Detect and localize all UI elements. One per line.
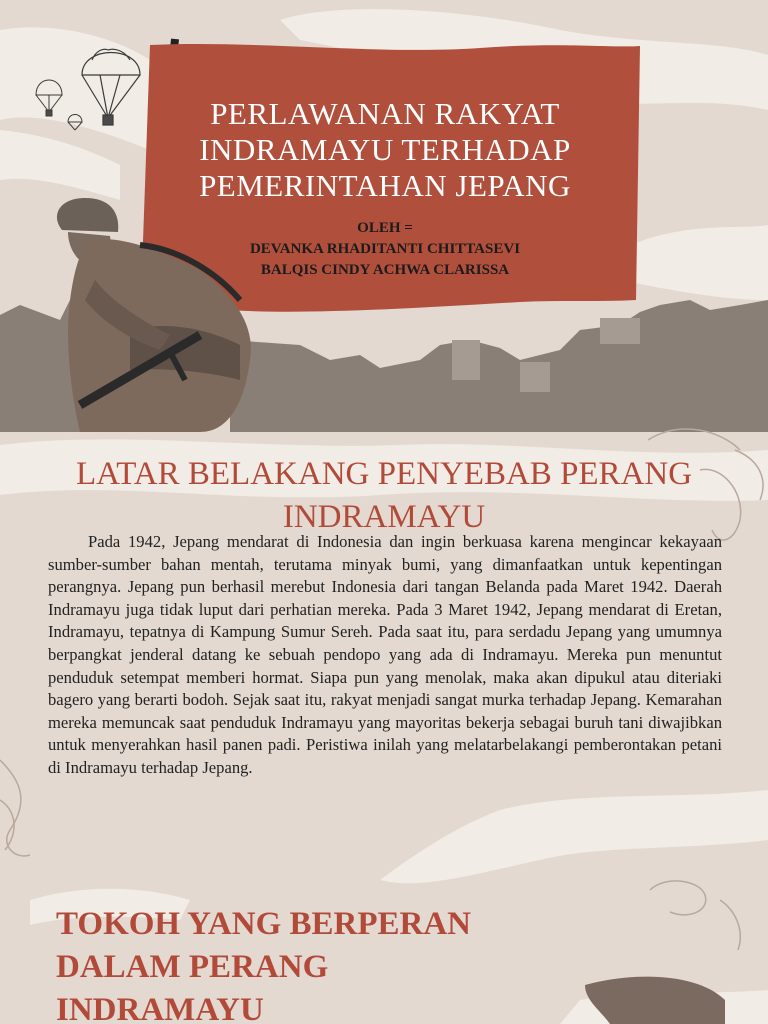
title-line: INDRAMAYU TERHADAP — [199, 132, 571, 167]
by-label: OLEH = — [357, 220, 413, 236]
heading-line: INDRAMAYU — [282, 499, 486, 535]
heading-line: LATAR BELAKANG PENYEBAB PERANG — [75, 456, 693, 492]
body-paragraph: Pada 1942, Jepang mendarat di Indonesia dan ingin berkuasa karena mengincar kekayaan sumber-sumber bahan mentah, terutama minyak bumi, yang dimanfaatkan untuk kepentingan perangnya. Jepang pun berhasil merebut Indonesia dari tangan Belanda pada Maret 1942. Daerah Indramayu juga tidak luput dari perhatian mereka. Pada 3 Maret 1942, Jepang mendarat di Eretan, Indramayu, tepatnya di Kampung Sumur Sereh. Pada saat itu, para serdadu Jepang yang umumnya berpangkat jenderal datang ke sebuah pendopo yang ada di Indramayu. Mereka pun menuntut penduduk setempat memberi hormat. Siapa pun yang menolak, maka akan dipukul atau diteriaki bagero yang berarti bodoh. Sejak saat itu, rakyat menjadi sangat murka terhadap Jepang. Kemarahan mereka memuncak saat penduduk Indramayu yang mayoritas bekerja sebagai buruh tani diwajibkan untuk menyerahkan hasil panen padi. Peristiwa inilah yang melatarbelakangi pemberontakan petani di Indramayu terhadap Jepang. — [48, 532, 722, 777]
heading-line: INDRAMAYU — [56, 992, 264, 1024]
author-name: DEVANKA RHADITANTI CHITTASEVI — [249, 241, 521, 257]
heading-line: DALAM PERANG — [56, 949, 329, 985]
boulder-decoration — [585, 977, 725, 1024]
author-block — [150, 218, 620, 281]
section-heading — [40, 453, 728, 539]
section-heading — [56, 903, 516, 1024]
document-title — [150, 96, 620, 204]
title-line: PERLAWANAN RAKYAT — [210, 96, 560, 131]
title-line: PEMERINTAHAN JEPANG — [199, 168, 571, 203]
author-name: BALQIS CINDY ACHWA CLARISSA — [260, 262, 510, 278]
parachute-icon — [68, 115, 82, 131]
heading-line: TOKOH YANG BERPERAN — [56, 906, 472, 942]
